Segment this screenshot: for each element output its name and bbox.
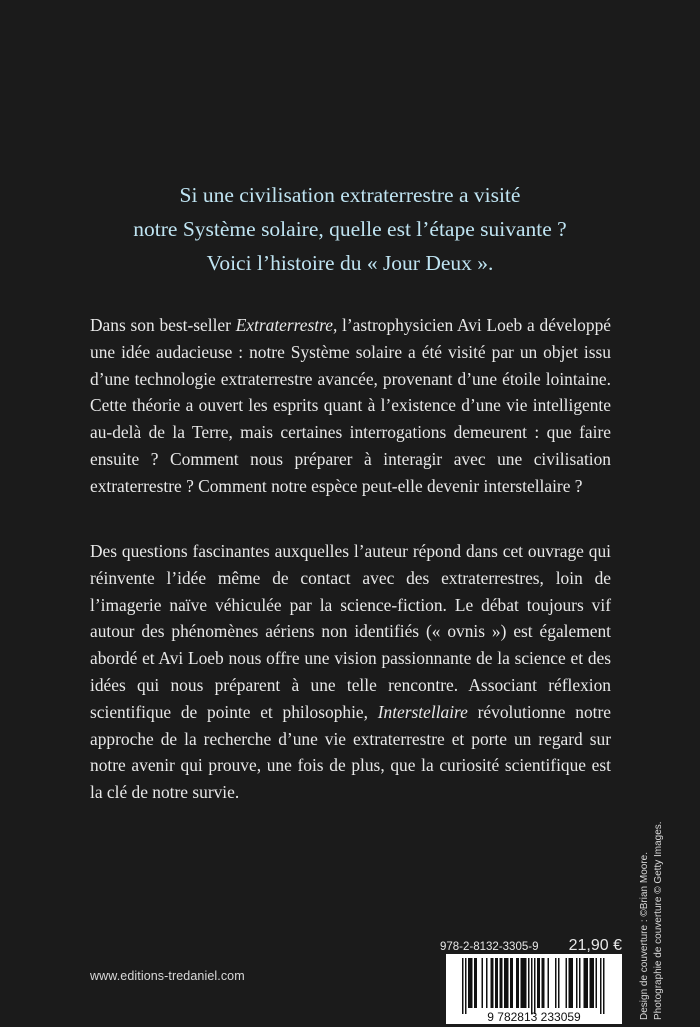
credit-design: Design de couverture : ©Brian Moore. bbox=[639, 851, 650, 1020]
barcode-bar bbox=[470, 958, 472, 1008]
barcode-bar bbox=[476, 958, 478, 1008]
isbn-number: 978-2-8132-3305-9 bbox=[440, 941, 539, 953]
barcode-bar bbox=[474, 958, 476, 1008]
barcode-bar bbox=[539, 958, 541, 1008]
barcode-bar bbox=[570, 958, 572, 1008]
book-title-extraterrestre: Extraterrestre bbox=[235, 315, 333, 335]
barcode-bar bbox=[558, 958, 560, 1008]
barcode-bar bbox=[572, 958, 574, 1008]
barcode-bar bbox=[566, 958, 568, 1008]
barcode-bar bbox=[504, 958, 506, 1008]
barcode-digits: 9 782813 233059 bbox=[487, 1010, 581, 1024]
barcode-bar bbox=[468, 958, 470, 1008]
barcode-bar bbox=[471, 958, 473, 1008]
credit-photo: Photographie de couverture © Getty Images. bbox=[653, 821, 664, 1020]
barcode-bar bbox=[497, 958, 499, 1008]
barcode-bar bbox=[537, 958, 539, 1008]
cover-credits bbox=[638, 821, 682, 1020]
pitch-line-3: Voici l’histoire du « Jour Deux ». bbox=[206, 251, 494, 275]
barcode-bar bbox=[512, 958, 514, 1008]
pitch-line-1: Si une civilisation extraterrestre a visité bbox=[179, 183, 521, 207]
barcode-bar bbox=[510, 958, 512, 1008]
barcode-bar bbox=[596, 958, 598, 1008]
paragraph-2-lead: Des questions fascinantes auxquelles l’auteur répond dans cet ouvrage qui réinvente l’idée même de contact avec des extraterrestres, loin de l’imagerie naïve véhiculée par la science-fiction. Le débat toujours vif autour des phénomènes aériens non identifiés (« ovnis ») est également abordé et Avi Loeb nous offre une vision passionnante de la science et des idées qui nous préparent à une telle rencontre. Associant réflexion scientifique de pointe et philosophie, bbox=[90, 541, 611, 722]
barcode-bar bbox=[495, 958, 497, 1008]
barcode-bar bbox=[534, 958, 536, 1014]
barcode-bar bbox=[569, 958, 571, 1008]
summary-paragraph-2 bbox=[90, 538, 611, 806]
barcode-bar bbox=[593, 958, 595, 1008]
barcode-bars bbox=[462, 958, 605, 1014]
paragraph-2-rest: révolutionne notre approche de la recherche d’une vie extraterrestre et porte un regard sur notre avenir qui prouve, une fois de plus, que la curiosité scientifique est la clé de notre survie. bbox=[90, 701, 611, 803]
barcode bbox=[446, 954, 622, 1024]
barcode-bar bbox=[587, 958, 589, 1008]
barcode-bar bbox=[542, 958, 544, 1008]
barcode-bar bbox=[590, 958, 592, 1008]
barcode-bar bbox=[531, 958, 533, 1014]
book-title-interstellaire: Interstellaire bbox=[377, 701, 468, 722]
barcode-bar bbox=[482, 958, 484, 1008]
barcode-bar bbox=[584, 958, 586, 1008]
barcode-bar bbox=[501, 958, 503, 1008]
price: 21,90 € bbox=[568, 937, 622, 954]
barcode-bar bbox=[543, 958, 545, 1008]
barcode-graphic bbox=[446, 954, 622, 1024]
barcode-bar bbox=[585, 958, 587, 1008]
pitch-block bbox=[0, 178, 700, 280]
paragraph-1-rest: , l’astrophysicien Avi Loeb a développé une idée audacieuse : notre Système solaire a été visité par un objet issu d’une technologie extraterrestre avancée, provenant d’une étoile lointaine. Cette théorie a ouvert les esprits quant à l’existence d’une vie intelligente au-delà de la Terre, mais certaines interrogations demeurent : que faire ensuite ? Comment nous préparer à interagir avec une civilisation extraterrestre ? Comment notre espèce peut-elle devenir interstellaire ? bbox=[90, 315, 611, 496]
barcode-bar bbox=[465, 958, 467, 1014]
barcode-bar bbox=[518, 958, 520, 1008]
barcode-bar bbox=[507, 958, 509, 1008]
barcode-bar bbox=[486, 958, 488, 1008]
barcode-bar bbox=[576, 958, 578, 1008]
barcode-bar bbox=[579, 958, 581, 1008]
publisher-website: www.editions-tredaniel.com bbox=[90, 969, 245, 983]
barcode-bar bbox=[522, 958, 524, 1008]
barcode-bar bbox=[516, 958, 518, 1008]
barcode-bar bbox=[555, 958, 557, 1008]
barcode-bar bbox=[521, 958, 523, 1008]
barcode-bar bbox=[548, 958, 550, 1008]
isbn-price-row bbox=[440, 937, 622, 955]
barcode-bar bbox=[524, 958, 526, 1008]
barcode-bar bbox=[491, 958, 493, 1008]
paragraph-1-lead: Dans son best-seller bbox=[90, 315, 236, 335]
summary-paragraph-1 bbox=[90, 312, 611, 500]
barcode-bar bbox=[600, 958, 602, 1014]
barcode-bar bbox=[525, 958, 527, 1008]
barcode-bar bbox=[603, 958, 605, 1014]
barcode-bar bbox=[528, 958, 530, 1008]
barcode-bar bbox=[492, 958, 494, 1008]
barcode-bar bbox=[500, 958, 502, 1008]
barcode-bar bbox=[591, 958, 593, 1008]
barcode-bar bbox=[462, 958, 464, 1014]
barcode-bar bbox=[506, 958, 508, 1008]
pitch-line-2: notre Système solaire, quelle est l’étape suivante ? bbox=[133, 217, 567, 241]
